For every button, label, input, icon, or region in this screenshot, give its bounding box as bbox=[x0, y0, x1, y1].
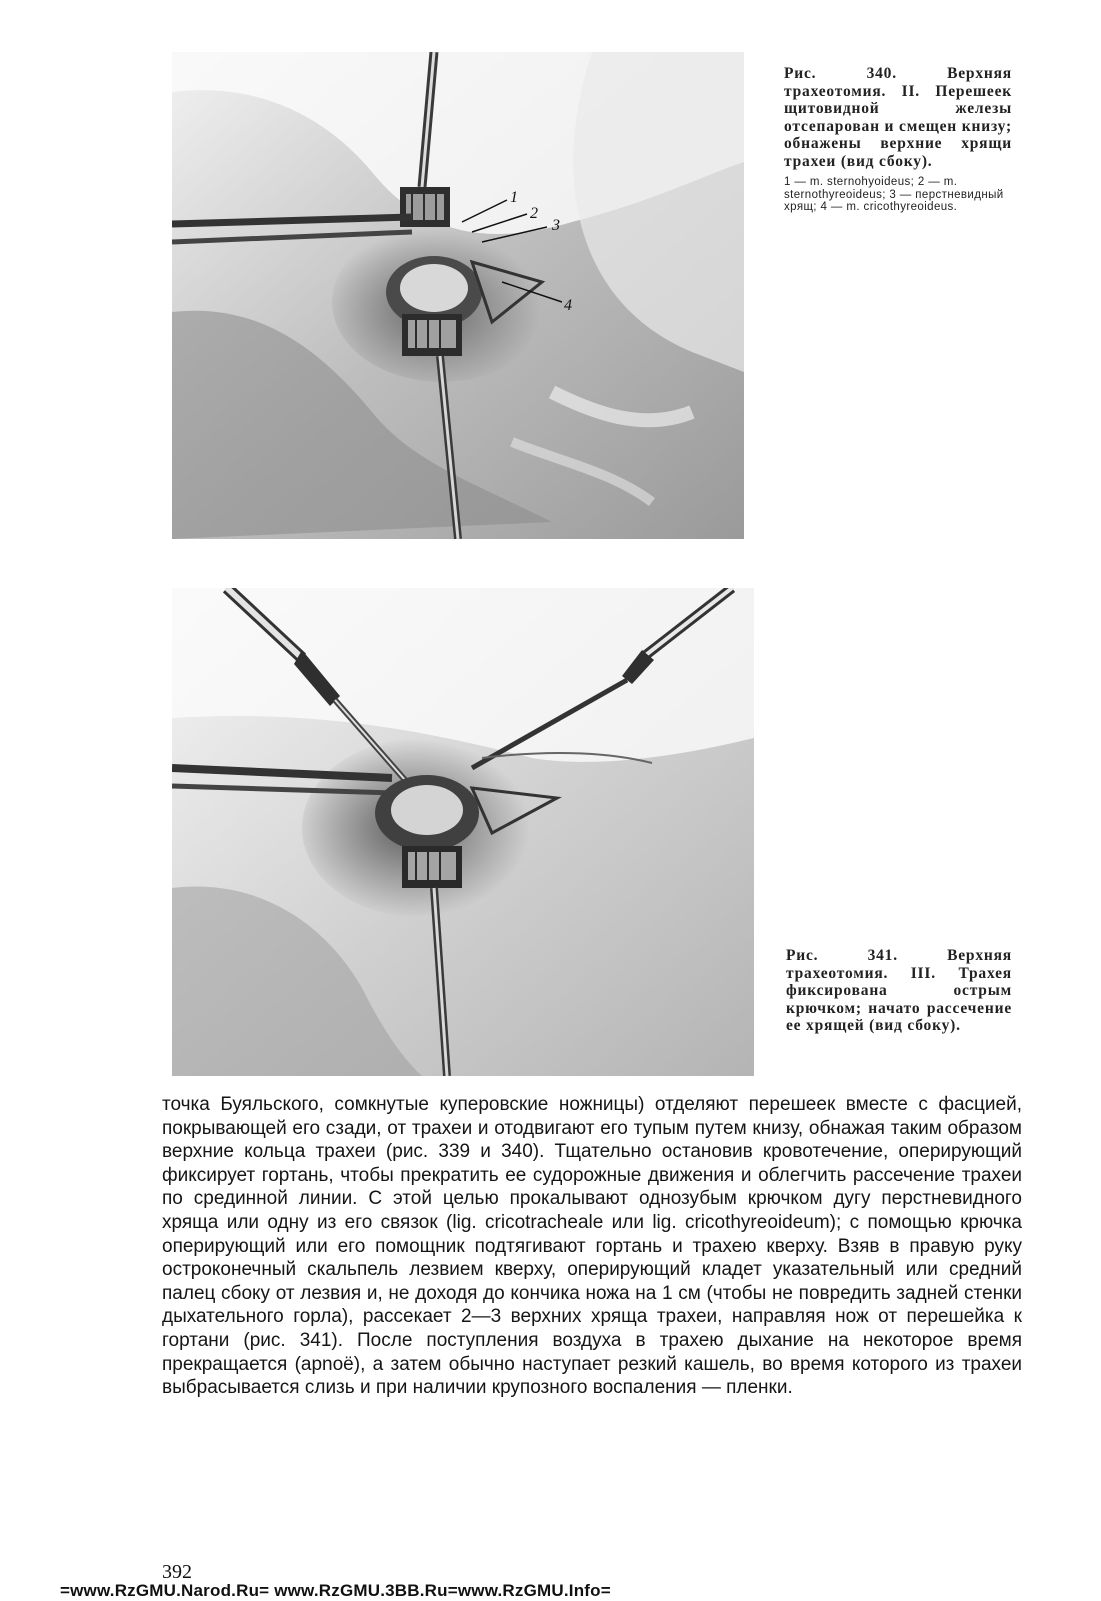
figure-340-caption bbox=[784, 65, 1012, 214]
callout-1: 1 bbox=[510, 189, 518, 206]
page-number: 392 bbox=[162, 1561, 192, 1583]
figure-340-caption-title: Рис. 340. Верхняя трахеотомия. II. Перешеек щитовидной железы отсепарован и смещен книзу; обнажены верхние хрящи трахеи (вид сбоку). bbox=[784, 65, 1012, 170]
footer-watermark: =www.RzGMU.Narod.Ru= www.RzGMU.3BB.Ru=www.RzGMU.Info= bbox=[60, 1581, 611, 1600]
body-text bbox=[162, 1093, 1022, 1400]
figure-341-caption bbox=[786, 947, 1012, 1035]
figure-340-photo bbox=[172, 52, 744, 539]
figure-340-illustration bbox=[172, 52, 744, 539]
callout-4: 4 bbox=[564, 297, 572, 314]
figure-341-illustration bbox=[172, 588, 754, 1076]
callout-2: 2 bbox=[530, 205, 538, 222]
figure-341-caption-title: Рис. 341. Верхняя трахеотомия. III. Трахея фиксирована острым крючком; начато рассечение ее хрящей (вид сбоку). bbox=[786, 947, 1012, 1034]
figure-341-photo bbox=[172, 588, 754, 1076]
body-paragraph: точка Буяльского, сомкнутые куперовские ножницы) отделяют перешеек вместе с фасцией, покрывающей его сзади, от трахеи и отодвигают его тупым путем книзу, обнажая таким образом верхние кольца трахеи (рис. 339 и 340). Тщательно остановив кровотечение, оперирующий фиксирует гортань, чтобы прекратить ее судорожные движения и облегчить рассечение трахеи по срединной линии. С этой целью прокалывают однозубым крючком дугу перстневидного хряща или одну из его связок (lig. cricotracheale или lig. cricothyreoideum); с помощью крючка оперирующий или его помощник подтягивают гортань и трахею кверху. Взяв в правую руку остроконечный скальпель лезвием кверху, оперирующий кладет указательный или средний палец сбоку от лезвия и, не доходя до кончика ножа на 1 см (чтобы не повредить задней стенки дыхательного горла), рассекает 2—3 верхних хряща трахеи, направляя нож от перешейка к гортани (рис. 341). После поступления воздуха в трахею дыхание на некоторое время прекращается (apnoë), а затем обычно наступает резкий кашель, во время которого из трахеи выбрасывается слизь и при наличии крупозного воспаления — пленки. bbox=[162, 1094, 1022, 1399]
callout-3: 3 bbox=[552, 217, 560, 234]
figure-340-caption-legend: 1 — m. sternohyoideus; 2 — m. sternothyreoideus; 3 — перстневидный хрящ; 4 — m. cricothyreoideus. bbox=[784, 176, 1004, 213]
